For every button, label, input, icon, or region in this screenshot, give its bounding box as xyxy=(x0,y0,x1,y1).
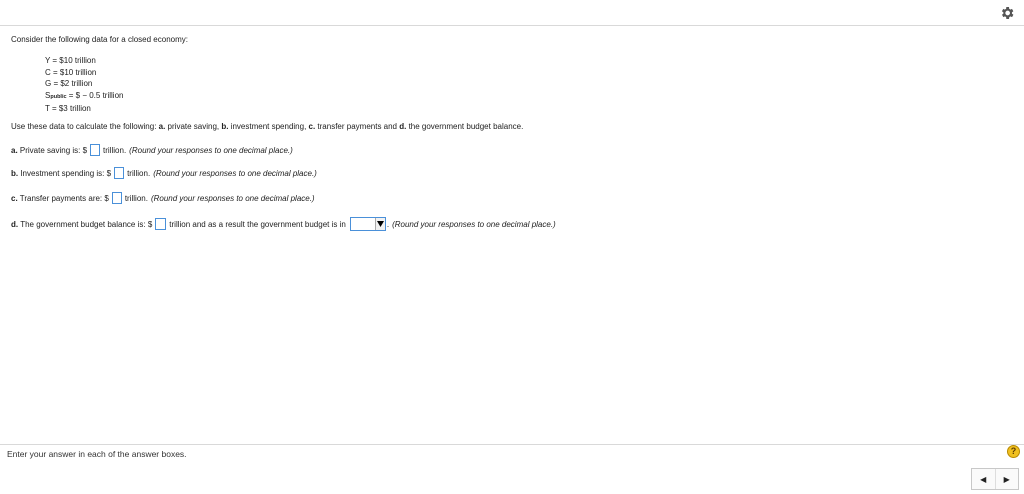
part-a-unit: trillion. xyxy=(103,145,127,155)
dropdown-arrow-icon xyxy=(375,218,385,230)
part-c-row xyxy=(11,191,315,205)
part-c-letter: c. xyxy=(11,193,18,203)
instr-a: a. xyxy=(158,122,166,131)
instr-c-text: transfer payments and xyxy=(315,122,400,131)
part-d-hint: (Round your responses to one decimal place.) xyxy=(392,219,556,229)
investment-spending-input[interactable] xyxy=(114,167,124,179)
part-d-label xyxy=(11,220,152,229)
transfer-payments-input[interactable] xyxy=(112,192,122,204)
part-b-letter: b. xyxy=(11,168,19,178)
instr-c: c. xyxy=(308,122,316,131)
part-d-row xyxy=(11,217,556,231)
part-d-text: The government budget balance is: $ xyxy=(18,219,153,229)
part-c-label xyxy=(11,194,109,203)
public-subscript: public xyxy=(50,93,67,100)
part-d-letter: d. xyxy=(11,219,19,229)
instr-b-text: investment spending, xyxy=(228,122,309,131)
previous-arrow-icon: ◀ xyxy=(980,474,987,484)
budget-status-value xyxy=(351,218,375,230)
part-c-unit: trillion. xyxy=(124,193,148,203)
part-b-hint: (Round your responses to one decimal place.) xyxy=(153,168,317,178)
part-a-hint: (Round your responses to one decimal place.) xyxy=(129,145,293,155)
data-line-y: Y = $10 trillion xyxy=(45,56,96,65)
budget-status-select[interactable] xyxy=(350,217,386,231)
header-divider xyxy=(0,25,1024,26)
part-c-text: Transfer payments are: $ xyxy=(17,193,109,203)
navigation-buttons xyxy=(971,468,1019,490)
data-line-c: C = $10 trillion xyxy=(45,67,97,77)
budget-balance-input[interactable] xyxy=(155,218,166,230)
data-line-s-public xyxy=(45,90,123,104)
part-b-label xyxy=(11,169,111,178)
instructions-lead: Use these data to calculate the following: xyxy=(11,122,159,131)
gear-icon[interactable] xyxy=(999,5,1015,21)
previous-button[interactable] xyxy=(972,469,995,489)
part-b-unit: trillion. xyxy=(127,168,151,178)
s-public-value: = $ − 0.5 trillion xyxy=(66,90,124,100)
instr-d: d. xyxy=(399,122,407,131)
instr-b: b. xyxy=(221,122,229,131)
next-arrow-icon: ▶ xyxy=(1003,474,1010,484)
question-intro: Consider the following data for a closed economy: xyxy=(11,35,188,44)
part-a-label xyxy=(11,146,87,155)
data-line-g: G = $2 trillion xyxy=(45,79,93,88)
part-c-hint: (Round your responses to one decimal place.) xyxy=(150,193,315,203)
economy-data-list xyxy=(45,55,123,115)
part-d-unit: trillion and as a result the government budget is in xyxy=(169,219,346,229)
instr-a-text: private saving, xyxy=(165,122,222,131)
part-a-text: Private saving is: $ xyxy=(17,145,88,155)
part-a-row xyxy=(11,143,293,157)
footer-divider xyxy=(0,444,1024,445)
instructions xyxy=(11,122,523,131)
s-symbol: S xyxy=(45,90,51,100)
private-saving-input[interactable] xyxy=(90,144,100,156)
part-b-row xyxy=(11,166,317,180)
part-d-period: . xyxy=(386,219,390,229)
data-line-t: T = $3 trillion xyxy=(45,104,91,113)
help-button[interactable]: ? xyxy=(1007,445,1020,458)
footer-instruction: Enter your answer in each of the answer boxes. xyxy=(7,449,187,459)
instr-d-text: the government budget balance. xyxy=(406,122,524,131)
next-button[interactable] xyxy=(995,469,1019,489)
part-b-text: Investment spending is: $ xyxy=(18,168,112,178)
part-a-letter: a. xyxy=(11,145,18,155)
